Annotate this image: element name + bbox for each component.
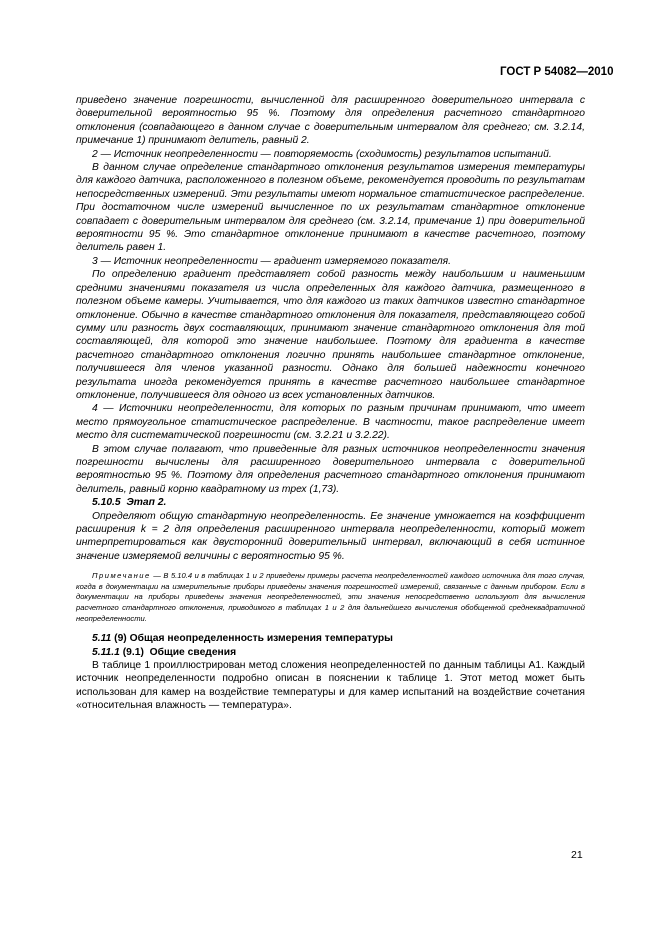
note	[76, 571, 585, 624]
section-number: 5.11	[92, 633, 112, 645]
final-paragraph: В таблице 1 проиллюстрирован метод сложения неопределенностей по данным таблицы А1. Каждый источник неопределенности подробно описан в пояснении к таблице 1. Этот метод может быть использован для камер на воздействие температуры и для камер испытаний на воздействие сочетания «относительная влажность — температура».	[76, 660, 585, 712]
paragraph-gradient-text: По определению градиент представляет собой разность между наибольшим и наименьшим средними значениями показателя из числа определенных для каждого датчика, размещенного в полезном объеме камеры. Учитывается, что для каждого из таких датчиков известно стандартное отклонение. Обычно в качестве стандартного отклонения для показателя, представляющего собой сумму или разность двух составляющих, принимают значение стандартного отклонения для той составляющей, для которой это значение наибольшее. Поэтому для градиента в качестве расчетного стандартного отклонения логично принять наибольшее стандартное отклонение, получившееся для членов указанной разности. Однако для большей надежности конечного результата иногда рекомендуется принять в качестве расчетного наибольшее стандартное отклонение, получившееся для одного из всех установленных датчиков.	[76, 269, 585, 401]
page-body	[76, 94, 585, 713]
paragraph-continuation: приведено значение погрешности, вычисленной для расширенного доверительного интервала с доверительной вероятностью 95 %. Поэтому для определения расчетного стандартного отклонения (совпадающего в данном случае с доверительным интервалом для среднего; см. 3.2.14, примечание 1) принимают делитель, равный 2.	[76, 95, 585, 147]
paragraph-rectangular-text: В этом случае полагают, что приведенные для разных источников неопределенности значения погрешности вычислены для расширенного доверительного интервала с доверительной вероятностью 95 %. Поэтому для определения расчетного стандартного отклонения принимают делитель, равный корню квадратному из трех (1,73).	[76, 443, 585, 495]
subsection-number: 5.11.1	[92, 646, 120, 658]
subsection-heading	[76, 646, 585, 659]
paragraph-source-3: 3 — Источник неопределенности — градиент измеряемого показателя.	[92, 255, 451, 267]
step-title: Этап 2.	[126, 497, 167, 509]
step-heading	[76, 496, 585, 509]
subsection-ref: (9.1)	[122, 646, 144, 658]
section-heading	[76, 632, 585, 645]
document-code: ГОСТ Р 54082—2010	[500, 66, 614, 78]
step-text: Определяют общую стандартную неопределенность. Ее значение умножается на коэффициент расширения k = 2 для определения расширенного интервала неопределенности, который может интерпретироваться как двусторонний доверительный интервал, включающий в себя истинное значение измеряемой величины с вероятностью 95 %.	[76, 510, 585, 562]
page-number: 21	[571, 849, 583, 861]
note-label: Примечание	[92, 571, 151, 581]
paragraph-source-2-text: В данном случае определение стандартного отклонения результатов измерения температуры для каждого датчика, расположенного в полезном объеме, рекомендуется проводить по результатам непосредственных измерений. Эти результаты имеют нормальное статистическое распределение. При достаточном числе измерений вычисленное по их результатам стандартное отклонение совпадает с доверительным интервалом для среднего (см. 3.2.14, примечание 1) при доверительной вероятности 95 %. Это стандартное отклонение принимают в качестве расчетного, поэтому делитель равен 1.	[76, 162, 585, 254]
section-ref: (9)	[114, 633, 127, 645]
note-text: — В 5.10.4 и в таблицах 1 и 2 приведены примеры расчета неопределенностей каждого источника для того случая, когда в документации на измерительные приборы приведены значения погрешностей измерений, связанные с данным прибором. Если в документации на приборы приведены значения неопределенностей, эти значения непосредственно используют для вычисления расчетного стандартного отклонения, приводимого в таблицах 1 и 2 для дальнейшего вычисления обобщенной среднеквадратичной неопределенности.	[76, 571, 585, 623]
paragraph-source-2: 2 — Источник неопределенности — повторяемость (сходимость) результатов испытаний.	[92, 148, 552, 160]
subsection-title: Общие сведения	[149, 646, 237, 658]
section-title: Общая неопределенность измерения температуры	[129, 633, 393, 645]
paragraph-source-4: 4 — Источники неопределенности, для которых по разным причинам принимают, что имеет место прямоугольное статистическое распределение. В частности, такое распределение имеет место для систематической погрешности (см. 3.2.21 и 3.2.22).	[76, 403, 585, 442]
step-number: 5.10.5	[92, 497, 121, 509]
